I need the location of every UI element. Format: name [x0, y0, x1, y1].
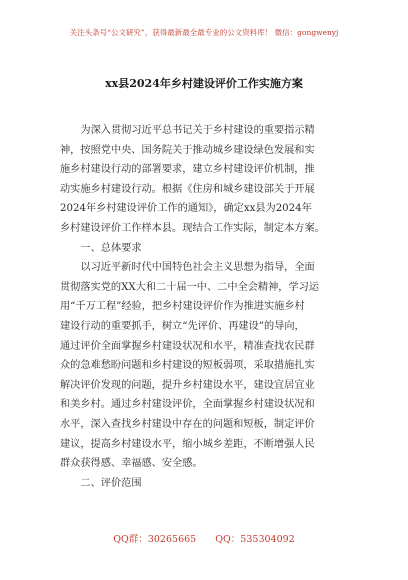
text-line: 动实施乡村建设行动。根据《住房和城乡建设部关于开展: [60, 183, 315, 195]
text-line: 用“千万工程”经验，把乡村建设评价作为推进实施乡村: [60, 301, 305, 313]
text-line: 群众获得感、幸福感、安全感。: [60, 458, 203, 470]
text-line: 解决评价发现的问题，提升乡村建设水平，建设宜居宜业: [60, 379, 315, 391]
text-line: 以习近平新时代中国特色社会主义思想为指导，全面: [80, 262, 315, 274]
document-body: [60, 121, 356, 493]
text-line: 建设行动的重要抓手，树立“先评价、再建设”的导向，: [60, 320, 305, 332]
document-title: xx县2024年乡村建设评价工作实施方案: [105, 77, 303, 90]
intro-paragraph: [60, 121, 356, 239]
promo-banner: 关注头条号“公文研究”，获得最新最全最专业的公文资料库！ 微信：gongwenyj: [69, 28, 339, 37]
text-line: 众的急难愁盼问题和乡村建设的短板弱项，采取措施扎实: [60, 360, 315, 372]
text-line: 通过评价全面掌握乡村建设状况和水平，精准查找农民群: [60, 340, 315, 352]
text-line: 水平，深入查找乡村建设中存在的问题和短板，制定评价: [60, 418, 315, 430]
text-line: 施乡村建设行动的部署要求，建立乡村建设评价机制，推: [60, 164, 315, 176]
section-heading-general: 一、总体要求: [80, 242, 142, 254]
text-line: 神，按照党中央、国务院关于推动城乡建设绿色发展和实: [60, 144, 315, 156]
section-heading-scope: 二、评价范围: [80, 477, 142, 489]
text-line: 建议，提高乡村建设水平，缩小城乡差距，不断增强人民: [60, 438, 315, 450]
text-line: 和美乡村。通过乡村建设评价，全面掌握乡村建设状况和: [60, 399, 315, 411]
general-requirements-paragraph: [60, 258, 356, 474]
qq-group-label: QQ群：30265665: [113, 534, 197, 545]
qq-contact-label: QQ：535304092: [215, 534, 295, 545]
text-line: 为深入贯彻习近平总书记关于乡村建设的重要指示精: [80, 125, 315, 136]
text-line: 2024年乡村建设评价工作的通知》，确定xx县为2024年: [60, 203, 312, 215]
text-line: 贯彻落实党的XX大和二十届一中、二中全会精神，学习运: [60, 281, 320, 293]
contact-footer: [0, 534, 408, 546]
text-line: 乡村建设评价工作样本县。现结合工作实际，制定本方案。: [60, 222, 325, 234]
